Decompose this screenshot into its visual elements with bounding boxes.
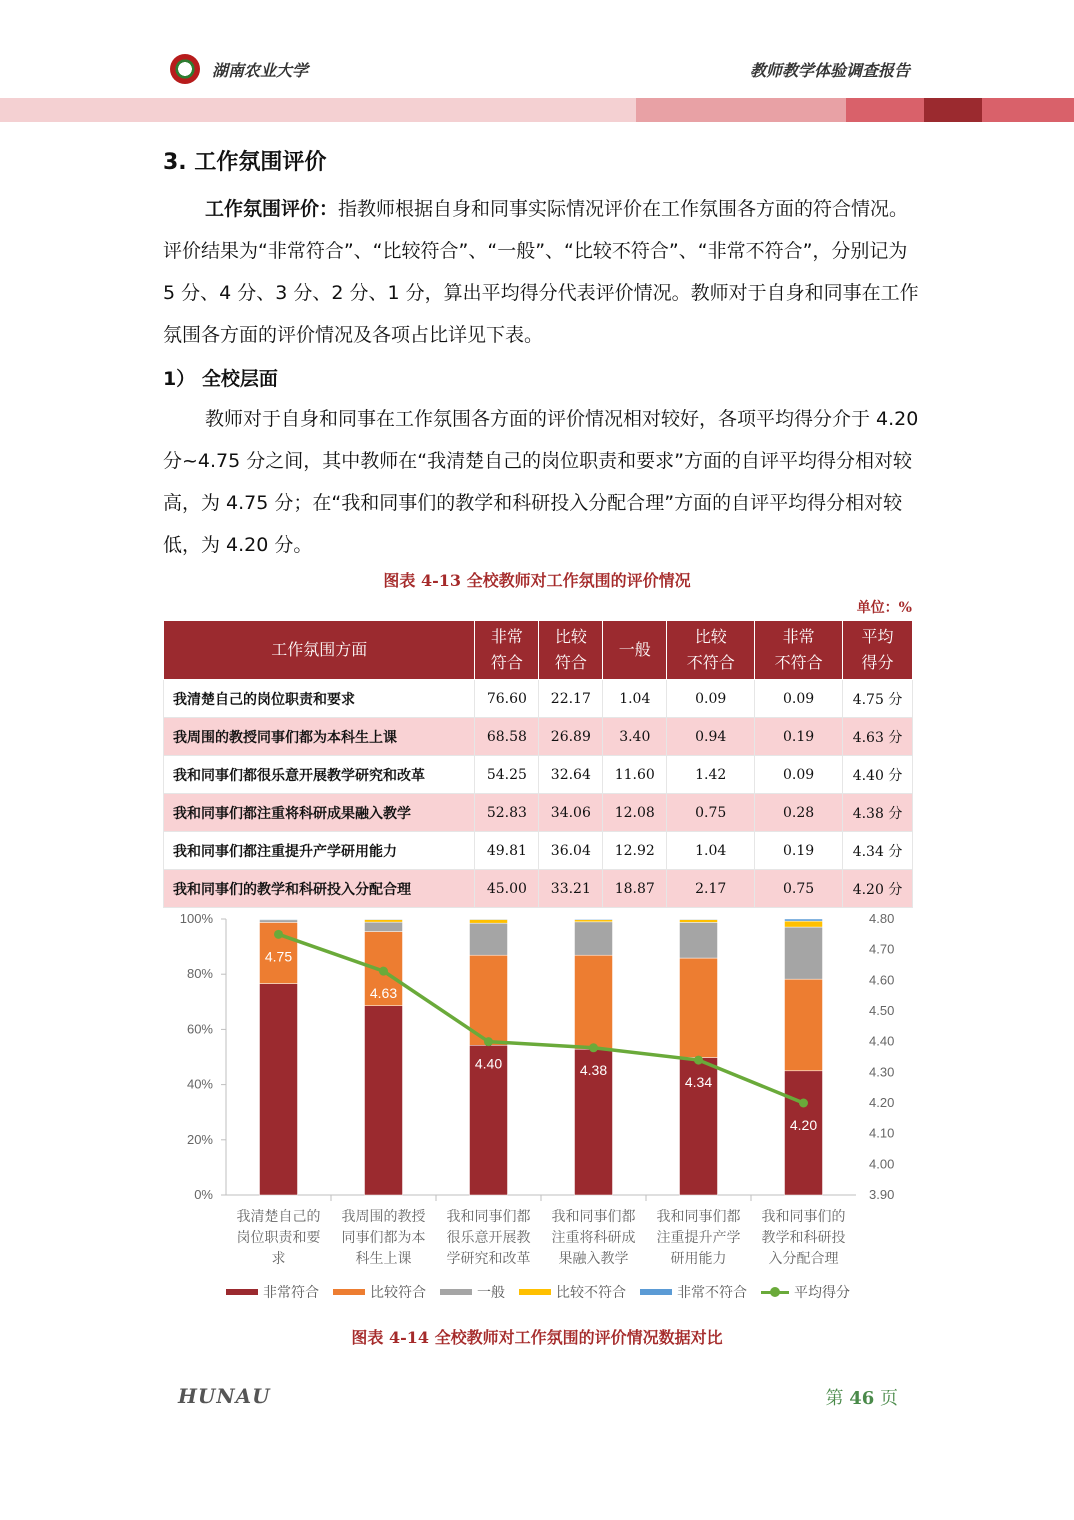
table-cell: 2.17 [667, 870, 755, 908]
bar-segment [680, 919, 718, 920]
table-cell: 45.00 [475, 870, 539, 908]
y-left-tick-label: 60% [186, 1021, 213, 1037]
bar-segment [680, 922, 718, 958]
table-row [164, 718, 913, 756]
legend-swatch [640, 1289, 672, 1295]
legend-item [761, 1282, 850, 1302]
legend-item [640, 1282, 747, 1302]
header-band-light [0, 98, 636, 122]
page-number: 46 [849, 1388, 875, 1409]
bar-segment [680, 920, 718, 923]
table-header-6: 平均 得分 [843, 621, 913, 680]
table-row-label: 我周围的教授同事们都为本科生上课 [164, 718, 475, 756]
x-category-label: 求 [271, 1251, 286, 1267]
bar-segment [575, 955, 613, 1049]
legend-label: 平均得分 [794, 1285, 850, 1301]
bar-segment [365, 919, 403, 920]
table-cell: 68.58 [475, 718, 539, 756]
y-left-tick-label: 20% [186, 1131, 213, 1147]
y-right-tick-label: 4.60 [869, 972, 895, 988]
legend-label: 比较符合 [370, 1285, 426, 1301]
x-category-label: 同事们都为本 [341, 1230, 426, 1246]
table-cell: 1.04 [667, 832, 755, 870]
table-cell: 12.92 [603, 832, 667, 870]
average-score-point [379, 967, 388, 976]
x-category-label: 注重将科研成 [551, 1230, 636, 1246]
average-score-line [279, 934, 804, 1103]
average-score-point [484, 1037, 493, 1046]
table-cell: 0.94 [667, 718, 755, 756]
average-score-point [799, 1099, 808, 1108]
footer-logo-text: HUNAU [178, 1384, 271, 1408]
table-cell: 0.75 [667, 794, 755, 832]
header-band-end [982, 98, 1074, 122]
table-cell: 3.40 [603, 718, 667, 756]
table-cell: 49.81 [475, 832, 539, 870]
y-right-tick-label: 4.10 [869, 1125, 895, 1141]
definition-term: 工作氛围评价： [205, 198, 339, 220]
legend-label: 一般 [477, 1285, 505, 1301]
table-row [164, 870, 913, 908]
paragraph-summary [163, 398, 923, 566]
page-suffix: 页 [880, 1388, 898, 1409]
x-category-label: 注重提升产学 [656, 1230, 741, 1246]
average-score-label: 4.75 [264, 948, 293, 965]
footer-page-number [825, 1384, 898, 1410]
x-category-label: 入分配合理 [768, 1251, 839, 1267]
x-category-label: 果融入教学 [558, 1251, 629, 1267]
bar-segment [575, 919, 613, 920]
table-cell: 0.09 [667, 680, 755, 718]
table-cell: 54.25 [475, 756, 539, 794]
university-logo [170, 54, 200, 84]
table-header-0: 工作氛围方面 [164, 621, 475, 680]
bar-segment [785, 979, 823, 1071]
chart-caption: 图表 4-14 全校教师对工作氛围的评价情况数据对比 [351, 1328, 723, 1347]
bar-segment [260, 919, 298, 920]
y-left-tick-label: 40% [186, 1076, 213, 1092]
x-category-label: 岗位职责和要 [236, 1230, 321, 1246]
table-header-1: 非常 符合 [475, 621, 539, 680]
average-score-label: 4.38 [579, 1061, 608, 1078]
bar-segment [680, 958, 718, 1057]
legend-label: 非常符合 [263, 1285, 319, 1301]
bar-segment [470, 923, 508, 955]
y-right-tick-label: 4.30 [869, 1064, 895, 1080]
table-cell: 0.28 [755, 794, 843, 832]
paragraph-definition [163, 188, 923, 356]
table-header-3: 一般 [603, 621, 667, 680]
table-header-row [164, 621, 913, 680]
table-cell: 4.63 分 [843, 718, 913, 756]
table-cell: 76.60 [475, 680, 539, 718]
bar-segment [365, 1006, 403, 1195]
evaluation-table [163, 620, 913, 908]
table-cell: 32.64 [539, 756, 603, 794]
stacked-bar-line-chart [163, 905, 913, 1275]
table-row-label: 我和同事们都很乐意开展教学研究和改革 [164, 756, 475, 794]
x-category-label: 研用能力 [670, 1251, 727, 1267]
bar-segment [785, 921, 823, 927]
table-cell: 0.75 [755, 870, 843, 908]
table-cell: 0.19 [755, 832, 843, 870]
table-cell: 4.40 分 [843, 756, 913, 794]
y-left-tick-label: 80% [186, 966, 213, 982]
bar-segment [785, 927, 823, 979]
average-score-label: 4.40 [474, 1055, 503, 1072]
bar-segment [365, 922, 403, 931]
legend-label: 比较不符合 [556, 1285, 626, 1301]
table-cell: 4.38 分 [843, 794, 913, 832]
x-category-label: 学研究和改革 [446, 1251, 531, 1267]
bar-segment [365, 920, 403, 923]
table-cell: 1.04 [603, 680, 667, 718]
table-header-2: 比较 符合 [539, 621, 603, 680]
section-title: 3. 工作氛围评价 [163, 150, 327, 175]
table-cell: 0.19 [755, 718, 843, 756]
average-score-point [589, 1043, 598, 1052]
average-score-point [274, 930, 283, 939]
y-right-tick-label: 4.40 [869, 1033, 895, 1049]
table-cell: 26.89 [539, 718, 603, 756]
legend-item [333, 1282, 426, 1302]
table-cell: 1.42 [667, 756, 755, 794]
table-body [164, 680, 913, 908]
x-category-label: 很乐意开展教 [446, 1230, 531, 1246]
y-right-tick-label: 4.80 [869, 911, 895, 926]
table-cell: 12.08 [603, 794, 667, 832]
bar-segment [575, 922, 613, 955]
average-score-label: 4.20 [789, 1117, 818, 1133]
table-unit: 单位：% [856, 600, 912, 616]
table-row [164, 680, 913, 718]
table-row-label: 我和同事们的教学和科研投入分配合理 [164, 870, 475, 908]
header-university-name: 湖南农业大学 [212, 61, 309, 80]
table-caption: 图表 4-13 全校教师对工作氛围的评价情况 [383, 571, 691, 590]
y-right-tick-label: 4.00 [869, 1156, 895, 1172]
x-category-label: 我清楚自己的 [236, 1209, 321, 1225]
header-report-title: 教师教学体验调查报告 [749, 61, 910, 80]
table-cell: 0.09 [755, 756, 843, 794]
legend-swatch [440, 1289, 472, 1295]
x-category-label: 我和同事们都 [656, 1209, 741, 1225]
x-category-label: 我周围的教授 [341, 1209, 426, 1225]
table-cell: 4.75 分 [843, 680, 913, 718]
table-header-5: 非常 不符合 [755, 621, 843, 680]
y-left-tick-label: 0% [194, 1187, 213, 1202]
legend-item [519, 1282, 626, 1302]
table-cell: 52.83 [475, 794, 539, 832]
average-score-label: 4.63 [369, 985, 398, 1002]
table-cell: 4.20 分 [843, 870, 913, 908]
y-right-tick-label: 3.90 [869, 1187, 895, 1202]
average-score-label: 4.34 [684, 1074, 713, 1091]
legend-item [226, 1282, 319, 1302]
definition-text: 指教师根据自身和同事实际情况评价在工作氛围各方面的符合情况。评价结果为“非常符合”、“比较符合”、“一般”、“比较不符合”、“非常不符合”，分别记为 5 分、4 分、3 分、2 分、1 分，算出平均得分代表评价情况。教师对于自身和同事在工作氛围各方面的评价情况及各项占比详见下表。 [163, 198, 919, 346]
header-band-mid [636, 98, 846, 122]
table-row-label: 我清楚自己的岗位职责和要求 [164, 680, 475, 718]
x-category-label: 科生上课 [355, 1251, 412, 1267]
chart-legend [163, 1282, 913, 1302]
table-row [164, 794, 913, 832]
table-cell: 34.06 [539, 794, 603, 832]
y-left-tick-label: 100% [179, 911, 213, 926]
y-right-tick-label: 4.50 [869, 1003, 895, 1018]
table-cell: 22.17 [539, 680, 603, 718]
table-cell: 33.21 [539, 870, 603, 908]
x-category-label: 我和同事们都 [446, 1209, 531, 1225]
table-cell: 11.60 [603, 756, 667, 794]
x-category-label: 我和同事们都 [551, 1209, 636, 1225]
legend-label: 非常不符合 [677, 1285, 747, 1301]
bar-segment [260, 984, 298, 1195]
average-score-point [694, 1056, 703, 1065]
subsection-heading: 1） 全校层面 [163, 368, 278, 390]
table-header-4: 比较 不符合 [667, 621, 755, 680]
legend-swatch [333, 1289, 365, 1295]
bar-segment [785, 919, 823, 921]
table-row [164, 756, 913, 794]
summary-text: 教师对于自身和同事在工作氛围各方面的评价情况相对较好，各项平均得分介于 4.20 分~4.75 分之间，其中教师在“我清楚自己的岗位职责和要求”方面的自评平均得分相对较高，为 4.75 分；在“我和同事们的教学和科研投入分配合理”方面的自评平均得分相对较低，为 4.20 分。 [163, 408, 919, 556]
table-row-label: 我和同事们都注重将科研成果融入教学 [164, 794, 475, 832]
header-band-dark [924, 98, 982, 122]
legend-swatch [761, 1291, 789, 1294]
bar-segment [575, 920, 613, 922]
table-row-label: 我和同事们都注重提升产学研用能力 [164, 832, 475, 870]
x-category-label: 教学和科研投 [761, 1230, 846, 1246]
x-category-label: 我和同事们的 [761, 1209, 846, 1225]
legend-item [440, 1282, 505, 1302]
y-right-tick-label: 4.70 [869, 941, 895, 957]
table-cell: 0.09 [755, 680, 843, 718]
table-cell: 4.34 分 [843, 832, 913, 870]
y-right-tick-label: 4.20 [869, 1095, 895, 1110]
table-cell: 36.04 [539, 832, 603, 870]
table-cell: 18.87 [603, 870, 667, 908]
table-row [164, 832, 913, 870]
header-band-accent [846, 98, 924, 122]
page-prefix: 第 [825, 1388, 844, 1409]
legend-swatch [226, 1289, 258, 1295]
bar-segment [470, 919, 508, 920]
legend-swatch [519, 1289, 551, 1295]
